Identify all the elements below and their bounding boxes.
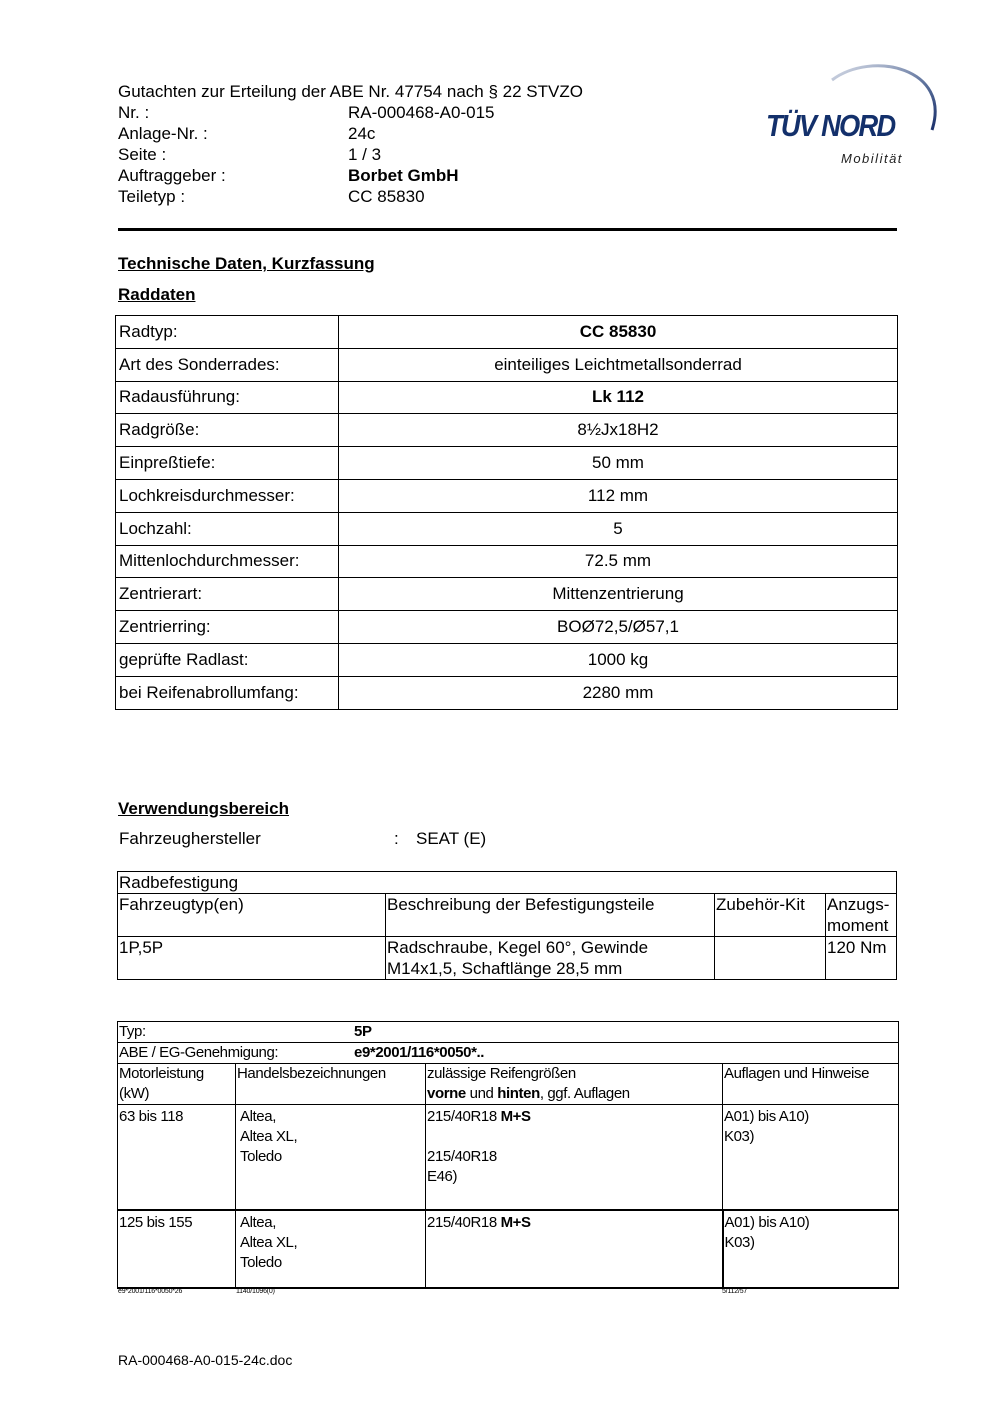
header-divider	[118, 228, 897, 231]
footnote-code: 1140/1096(0)	[236, 1288, 275, 1295]
footnote-lk: 5/112/57	[722, 1288, 748, 1295]
table-row	[116, 611, 898, 644]
table-row	[116, 414, 898, 447]
header-value-nr: RA-000468-A0-015	[348, 103, 495, 122]
col-beschreibung: Beschreibung der Befestigungsteile	[386, 894, 715, 937]
rad-value: Lk 112	[339, 381, 898, 414]
header-label-auftraggeber: Auftraggeber :	[118, 166, 226, 185]
table-row	[116, 676, 898, 709]
handel-line: Altea XL,	[240, 1128, 298, 1145]
beschreibung-line1: Radschraube, Kegel 60°, Gewinde	[387, 938, 649, 957]
table-header-row	[118, 1064, 899, 1105]
header-label-teiletyp: Teiletyp :	[118, 187, 186, 206]
handel-cell	[236, 1210, 426, 1288]
header-label-seite: Seite :	[118, 145, 167, 164]
rad-label: Mittenlochdurchmesser:	[116, 545, 339, 578]
hersteller-separator: :	[394, 829, 399, 848]
table-row	[118, 1043, 899, 1064]
rad-value: CC 85830	[339, 316, 898, 349]
reifen-cell	[426, 1210, 723, 1288]
col-motorleistung-line1: Motorleistung	[119, 1065, 204, 1082]
abe-value: e9*2001/116*0050*..	[354, 1044, 485, 1061]
reifen-line: E46)	[427, 1168, 458, 1185]
reifen-auflagen: , ggf. Auflagen	[539, 1085, 630, 1102]
rad-value: 2280 mm	[339, 676, 898, 709]
table-row	[118, 1210, 899, 1288]
motor-cell: 125 bis 155	[118, 1210, 236, 1288]
rad-label: Radtyp:	[116, 316, 339, 349]
logo-subtitle: Mobilität	[841, 151, 903, 166]
reifen-line	[427, 1107, 721, 1127]
header-value-seite: 1 / 3	[348, 145, 382, 164]
hersteller-value: SEAT (E)	[416, 829, 487, 848]
table-row	[116, 578, 898, 611]
rad-value: 1000 kg	[339, 643, 898, 676]
col-fahrzeugtyp: Fahrzeugtyp(en)	[118, 894, 386, 937]
rad-label: Zentrierart:	[116, 578, 339, 611]
handel-line: Altea,	[240, 1213, 276, 1231]
table-row	[116, 545, 898, 578]
motor-cell: 63 bis 118	[118, 1105, 236, 1210]
reifen-und: und	[465, 1085, 498, 1102]
auflagen-line: K03)	[724, 1233, 755, 1251]
reifen-size: 215/40R18	[427, 1213, 501, 1231]
footnote-abe: e9*2001/116*0050*26	[118, 1288, 183, 1295]
reifen-cell	[426, 1105, 723, 1210]
header-label-anlage: Anlage-Nr. :	[118, 124, 208, 143]
col-reifengroessen	[426, 1064, 723, 1105]
header-value-teiletyp: CC 85830	[348, 187, 425, 206]
rad-value: 50 mm	[339, 447, 898, 480]
raddaten-table	[115, 315, 898, 710]
table-row	[118, 1105, 899, 1210]
rad-label: Radgröße:	[116, 414, 339, 447]
col-anzugsmoment-line2: moment	[827, 916, 889, 935]
table-row	[116, 447, 898, 480]
reifen-ms: M+S	[500, 1108, 531, 1125]
header-value-auftraggeber: Borbet GmbH	[348, 166, 459, 185]
typ-value: 5P	[354, 1023, 372, 1040]
table-row	[118, 872, 897, 894]
hersteller-label: Fahrzeughersteller	[119, 829, 261, 848]
auflagen-line: A01) bis A10)	[724, 1108, 809, 1125]
reifen-ms: M+S	[500, 1213, 531, 1231]
typ-label: Typ:	[119, 1023, 146, 1040]
befestigung-table	[117, 871, 897, 980]
table-row	[116, 348, 898, 381]
reifen-vorne: vorne	[427, 1085, 466, 1102]
handel-line: Toledo	[240, 1253, 282, 1271]
table-row	[116, 479, 898, 512]
table-row	[116, 512, 898, 545]
rad-value: 112 mm	[339, 479, 898, 512]
col-handelsbezeichnungen: Handelsbezeichnungen	[236, 1064, 426, 1105]
rad-label: Radausführung:	[116, 381, 339, 414]
col-reifen-line1: zulässige Reifengrößen	[427, 1065, 576, 1082]
tuev-nord-logo	[762, 58, 942, 170]
header-value-anlage: 24c	[348, 124, 376, 143]
typ-table	[117, 1021, 899, 1289]
auflagen-line: K03)	[724, 1128, 755, 1145]
table-row	[116, 381, 898, 414]
section-title: Technische Daten, Kurzfassung	[118, 254, 375, 273]
rad-value: BOØ72,5/Ø57,1	[339, 611, 898, 644]
rad-label: Art des Sonderrades:	[116, 348, 339, 381]
table-row	[116, 643, 898, 676]
handel-cell	[236, 1105, 426, 1210]
table-row	[116, 316, 898, 349]
typ-row	[118, 1022, 899, 1043]
rad-value: 5	[339, 512, 898, 545]
reifen-line	[427, 1213, 721, 1233]
document-footer: RA-000468-A0-015-24c.doc	[118, 1352, 293, 1368]
rad-value: 72.5 mm	[339, 545, 898, 578]
logo-wordmark: TÜV NORD	[766, 108, 895, 143]
rad-label: Lochkreisdurchmesser:	[116, 479, 339, 512]
befestigung-title: Radbefestigung	[118, 872, 897, 894]
rad-label: Zentrierring:	[116, 611, 339, 644]
verwendung-title: Verwendungsbereich	[118, 799, 289, 818]
table-header-row	[118, 894, 897, 937]
header-label-nr: Nr. :	[118, 103, 150, 122]
auflagen-cell	[723, 1105, 899, 1210]
col-zubehoer-kit: Zubehör-Kit	[715, 894, 826, 937]
abe-label: ABE / EG-Genehmigung:	[119, 1044, 279, 1061]
rad-value: 8½Jx18H2	[339, 414, 898, 447]
col-motorleistung	[118, 1064, 236, 1105]
handel-line: Altea,	[240, 1108, 276, 1125]
abe-row	[118, 1043, 899, 1064]
table-row	[118, 1022, 899, 1043]
rad-label: Einpreßtiefe:	[116, 447, 339, 480]
befestigung-typ: 1P,5P	[118, 937, 386, 980]
col-motorleistung-line2: (kW)	[119, 1085, 150, 1102]
col-auflagen: Auflagen und Hinweise	[723, 1064, 899, 1105]
reifen-size: 215/40R18	[427, 1108, 501, 1125]
rad-label: bei Reifenabrollumfang:	[116, 676, 339, 709]
handel-line: Altea XL,	[240, 1233, 298, 1251]
reifen-line: 215/40R18	[427, 1148, 497, 1165]
befestigung-moment: 120 Nm	[826, 937, 897, 980]
rad-label: Lochzahl:	[116, 512, 339, 545]
col-anzugsmoment	[826, 894, 897, 937]
col-reifen-line2	[427, 1084, 721, 1104]
auflagen-line: A01) bis A10)	[724, 1213, 810, 1231]
befestigung-kit	[715, 937, 826, 980]
rad-value: einteiliges Leichtmetallsonderrad	[339, 348, 898, 381]
raddaten-title: Raddaten	[118, 285, 196, 304]
auflagen-cell	[723, 1210, 899, 1288]
handel-line: Toledo	[240, 1148, 282, 1165]
rad-label: geprüfte Radlast:	[116, 643, 339, 676]
table-row	[118, 937, 897, 980]
beschreibung-line2: M14x1,5, Schaftlänge 28,5 mm	[387, 959, 623, 978]
col-anzugsmoment-line1: Anzugs-	[827, 895, 890, 914]
document-title: Gutachten zur Erteilung der ABE Nr. 47754 nach § 22 STVZO	[118, 82, 583, 101]
reifen-hinten: hinten	[497, 1085, 540, 1102]
rad-value: Mittenzentrierung	[339, 578, 898, 611]
befestigung-beschreibung	[386, 937, 715, 980]
